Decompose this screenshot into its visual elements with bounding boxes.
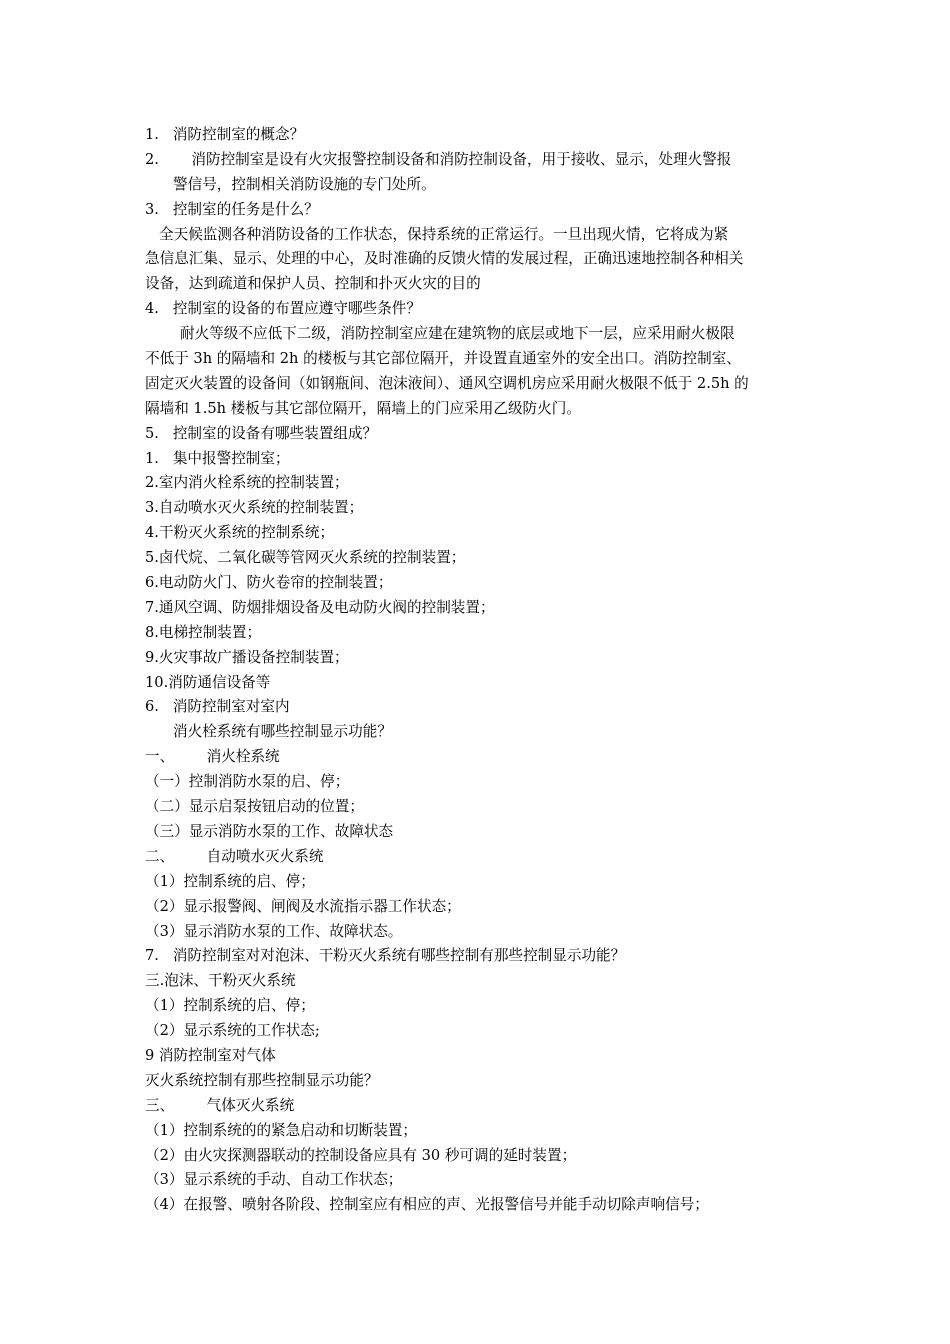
question-7: 7. 消防控制室对对泡沫、干粉灭火系统有哪些控制有那些控制显示功能？ [145,947,626,965]
list-item-10: 10.消防通信设备等 [145,673,271,691]
section-2-item-2: （2）显示报警阀、闸阀及水流指示器工作状态； [145,897,461,915]
answer-3-line-2: 急信息汇集、显示、处理的中心，及时准确的反馈火情的发展过程，正确迅速地控制各种相关 [145,250,744,268]
section-heading-2: 二、 自动喷水灭火系统 [145,847,324,865]
answer-4-line-3: 固定灭火装置的设备间（如钢瓶间、泡沫液间）、通风空调机房应采用耐火极限不低于 2.5h 的 [145,374,749,392]
answer-4-line-4: 隔墙和 1.5h 楼板与其它部位隔开，隔墙上的门应采用乙级防火门。 [145,399,581,417]
question-1: 1. 消防控制室的概念？ [145,126,305,143]
answer-4-line-1: 耐火等级不应低下二级，消防控制室应建在建筑物的底层或地下一层，应采用耐火极限 [180,325,735,343]
section-3-item-1: （1）控制系统的启、停； [145,997,315,1015]
section-heading-4: 三、 气体灭火系统 [145,1096,295,1114]
list-item-1: 1. 集中报警控制室； [145,449,290,467]
section-1-item-3: （三）显示消防水泵的工作、故障状态 [145,822,394,840]
question-4: 4. 控制室的设备的布置应遵守哪些条件？ [145,300,421,318]
section-3-item-2: （2）显示系统的工作状态; [145,1022,320,1040]
question-6-line-1: 6. 消防控制室对室内 [145,698,290,716]
section-heading-1: 一、 消火栓系统 [145,748,280,766]
list-item-3: 3.自动喷水灭火系统的控制装置； [145,499,364,517]
list-item-5: 5.卤代烷、二氧化碳等管网灭火系统的控制装置； [145,549,466,567]
answer-3-line-1: 全天候监测各种消防设备的工作状态，保持系统的正常运行。一旦出现火情，它将成为紧 [159,225,729,243]
section-2-item-3: （3）显示消防水泵的工作、故障状态。 [145,922,403,940]
list-item-8: 8.电梯控制装置； [145,623,262,641]
answer-2-line-2: 警信号，控制相关消防设施的专门处所。 [173,175,436,193]
document-body [145,123,809,1218]
answer-2-line-1: 2. 消防控制室是设有火灾报警控制设备和消防控制设备，用于接收、显示，处理火警报 [145,150,732,168]
section-2-item-1: （1）控制系统的启、停； [145,872,315,890]
question-9-line-1: 9 消防控制室对气体 [145,1046,276,1064]
list-item-6: 6.电动防火门、防火卷帘的控制装置； [145,574,393,592]
section-4-item-2: （2）由火灾探测器联动的控制设备应具有 30 秒可调的延时装置； [145,1146,577,1164]
list-item-2: 2.室内消火栓系统的控制装置； [145,474,349,492]
list-item-4: 4.干粉灭火系统的控制系统； [145,524,335,542]
section-1-item-1: （一）控制消防水泵的启、停； [145,773,350,791]
question-6-line-2: 消火栓系统有哪些控制显示功能？ [173,723,392,741]
question-3: 3. 控制室的任务是什么？ [145,200,319,218]
section-4-item-3: （3）显示系统的手动、自动工作状态； [145,1171,403,1189]
list-item-7: 7.通风空调、防烟排烟设备及电动防火阀的控制装置； [145,598,495,616]
answer-3-line-3: 设备，达到疏道和保护人员、控制和扑灭火灾的目的 [145,275,481,293]
section-1-item-2: （二）显示启泵按钮启动的位置； [145,798,364,816]
section-4-item-1: （1）控制系统的的紧急启动和切断装置； [145,1121,417,1139]
list-item-9: 9.火灾事故广播设备控制装置； [145,648,349,666]
section-4-item-4: （4）在报警、喷射各阶段、控制室应有相应的声、光报警信号并能手动切除声响信号； [145,1196,709,1214]
question-5: 5. 控制室的设备有哪些装置组成？ [145,424,378,442]
question-9-line-2: 灭火系统控制有那些控制显示功能？ [145,1071,379,1089]
answer-4-line-2: 不低于 3h 的隔墙和 2h 的楼板与其它部位隔开，并设置直通室外的安全出口。消防控制室、 [145,350,741,368]
section-heading-3: 三.泡沫、干粉灭火系统 [145,972,296,990]
